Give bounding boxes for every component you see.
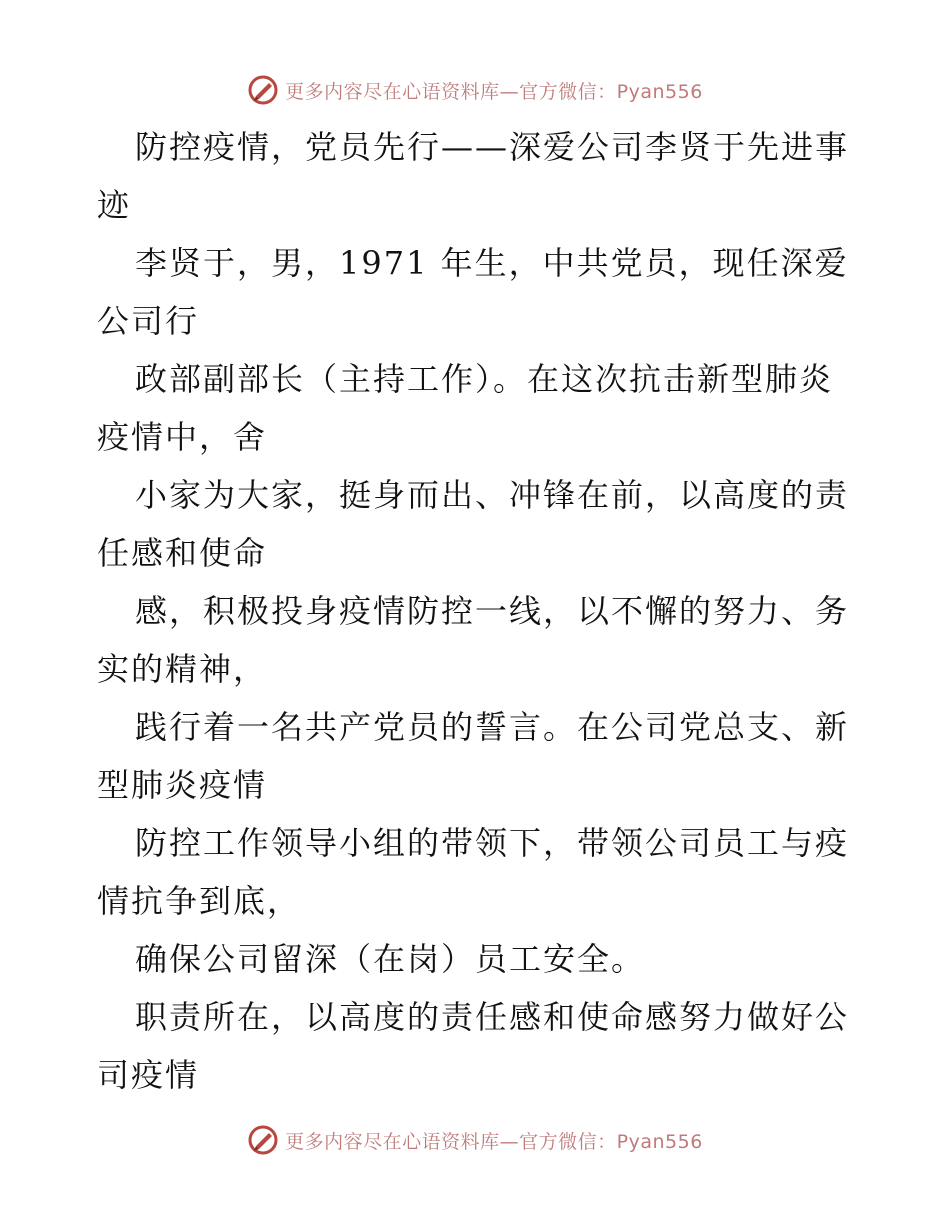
pen-seal-logo-icon	[247, 74, 279, 106]
body-paragraph: 职责所在，以高度的责任感和使命感努力做好公司疫情	[97, 998, 850, 1094]
body-paragraph: 确保公司留深（在岗）员工安全。	[135, 940, 646, 978]
document-body	[97, 118, 857, 1104]
body-paragraph: 践行着一名共产党员的誓言。在公司党总支、新型肺炎疫情	[97, 708, 850, 804]
body-paragraph: 李贤于，男，1971 年生，中共党员，现任深爱公司行	[97, 244, 849, 340]
footer-watermark-banner	[0, 1120, 950, 1160]
body-paragraph: 感，积极投身疫情防控一线，以不懈的努力、务实的精神，	[97, 592, 850, 688]
footer-watermark-text: 更多内容尽在心语资料库—官方微信：Pyan556	[285, 1130, 703, 1153]
header-watermark-text: 更多内容尽在心语资料库—官方微信：Pyan556	[285, 80, 703, 103]
body-paragraph: 防控工作领导小组的带领下，带领公司员工与疫情抗争到底，	[97, 824, 850, 920]
header-watermark-banner	[0, 70, 950, 110]
document-title-paragraph: 防控疫情，党员先行——深爱公司李贤于先进事迹	[97, 128, 850, 224]
body-paragraph: 小家为大家，挺身而出、冲锋在前，以高度的责任感和使命	[97, 476, 850, 572]
pen-seal-logo-icon	[247, 1124, 279, 1156]
body-paragraph: 政部副部长（主持工作）。在这次抗击新型肺炎疫情中，舍	[97, 360, 834, 456]
